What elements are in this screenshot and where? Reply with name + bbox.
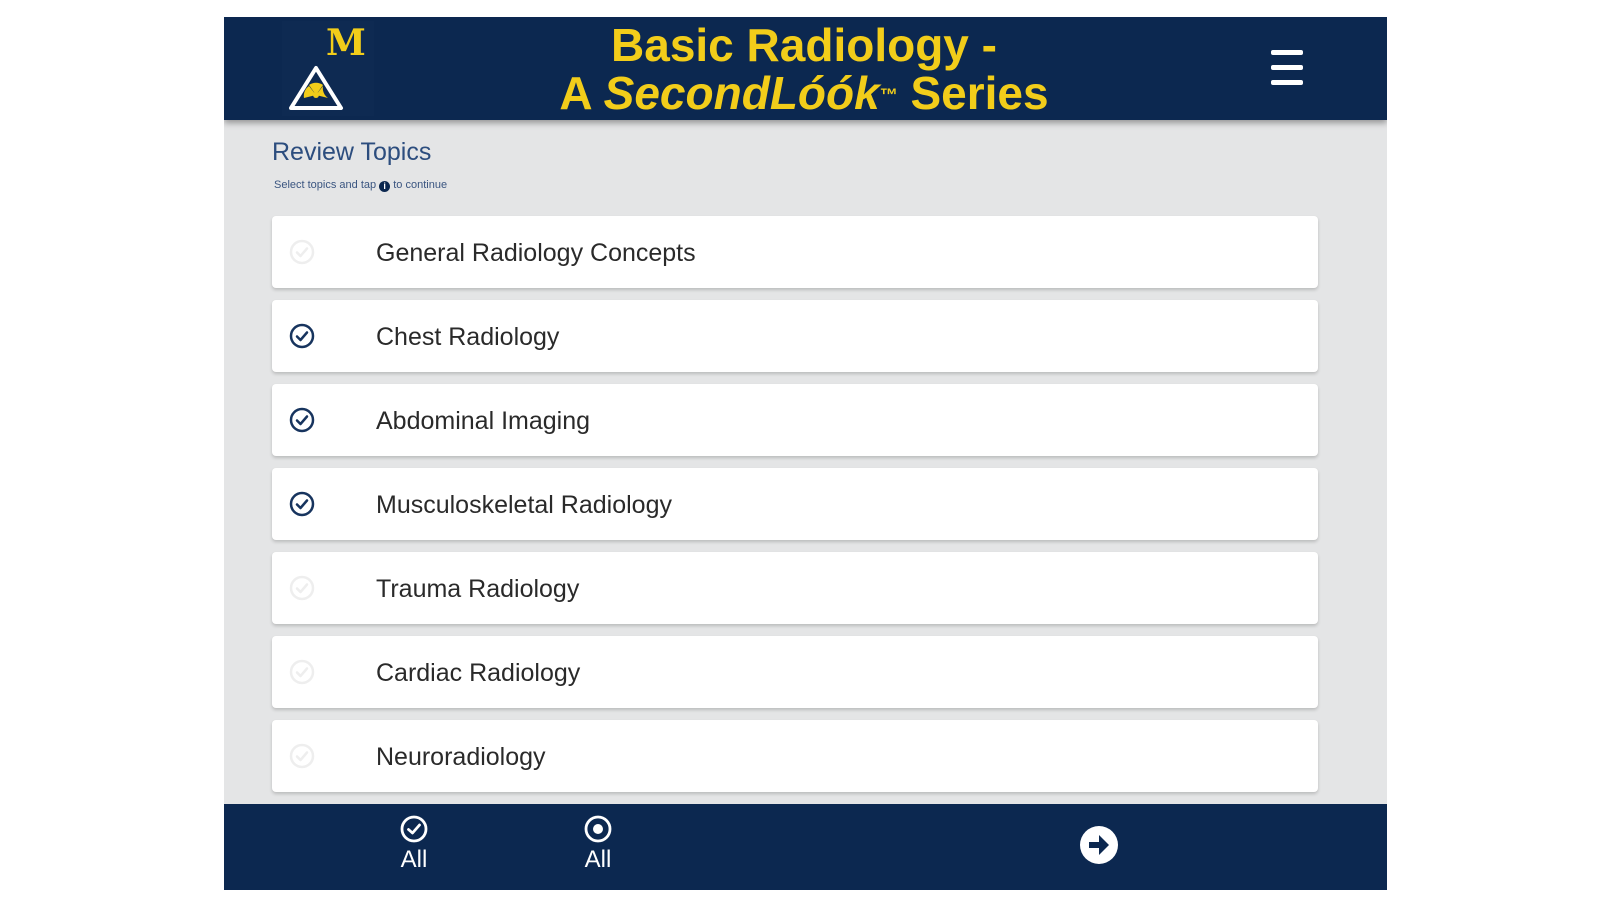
radio-circle-icon [583, 814, 613, 844]
logo-letter: M [326, 22, 365, 64]
university-logo [282, 21, 374, 116]
title-prefix: A [559, 67, 604, 119]
topic-row-chest-radiology[interactable] [272, 300, 1318, 372]
title-line-1: Basic Radiology - [611, 19, 997, 71]
topic-row-neuroradiology[interactable] [272, 720, 1318, 792]
radiation-warning-icon [288, 65, 344, 111]
topic-row-cardiac-radiology[interactable] [272, 636, 1318, 708]
topic-label: Musculoskeletal Radiology [376, 491, 672, 519]
check-circle-icon [288, 238, 316, 266]
topics-content [224, 120, 1387, 820]
instructions-after: to continue [393, 179, 448, 191]
menu-bar-2 [1271, 65, 1303, 70]
footer-toolbar [224, 804, 1387, 890]
select-all-label: All [400, 846, 428, 873]
title-suffix: Series [897, 67, 1049, 119]
check-circle-icon [399, 814, 429, 844]
check-circle-icon [288, 406, 316, 434]
topic-row-musculoskeletal-radiology[interactable] [272, 468, 1318, 540]
menu-bar-1 [1271, 50, 1303, 55]
deselect-all-button[interactable] [568, 814, 628, 880]
topic-row-general-radiology-concepts[interactable] [272, 216, 1318, 288]
check-circle-icon [288, 490, 316, 518]
instructions-text [274, 179, 447, 192]
app-title [394, 21, 1214, 117]
instructions-before: Select topics and tap [274, 179, 377, 191]
hamburger-icon[interactable] [1266, 47, 1306, 89]
header-bar [224, 17, 1387, 120]
menu-bar-3 [1271, 80, 1303, 85]
page-title: Review Topics [272, 138, 432, 166]
topic-row-trauma-radiology[interactable] [272, 552, 1318, 624]
app-window [224, 17, 1387, 890]
topic-label: Abdominal Imaging [376, 407, 591, 435]
topic-label: General Radiology Concepts [376, 239, 696, 267]
topic-label: Chest Radiology [376, 323, 560, 351]
check-circle-icon [288, 322, 316, 350]
arrow-right-circle-icon[interactable] [1078, 824, 1120, 866]
info-icon: i [379, 181, 390, 192]
topic-row-abdominal-imaging[interactable] [272, 384, 1318, 456]
topic-label: Neuroradiology [376, 743, 546, 771]
topic-label: Trauma Radiology [376, 575, 580, 603]
check-circle-icon [288, 742, 316, 770]
topic-list [272, 216, 1318, 804]
check-circle-icon [288, 574, 316, 602]
topic-label: Cardiac Radiology [376, 659, 581, 687]
deselect-all-label: All [584, 846, 612, 873]
trademark-mark: ™ [879, 85, 898, 105]
select-all-button[interactable] [384, 814, 444, 880]
check-circle-icon [288, 658, 316, 686]
title-line-2 [394, 69, 1214, 117]
title-brand: SecondLóók [603, 67, 880, 119]
